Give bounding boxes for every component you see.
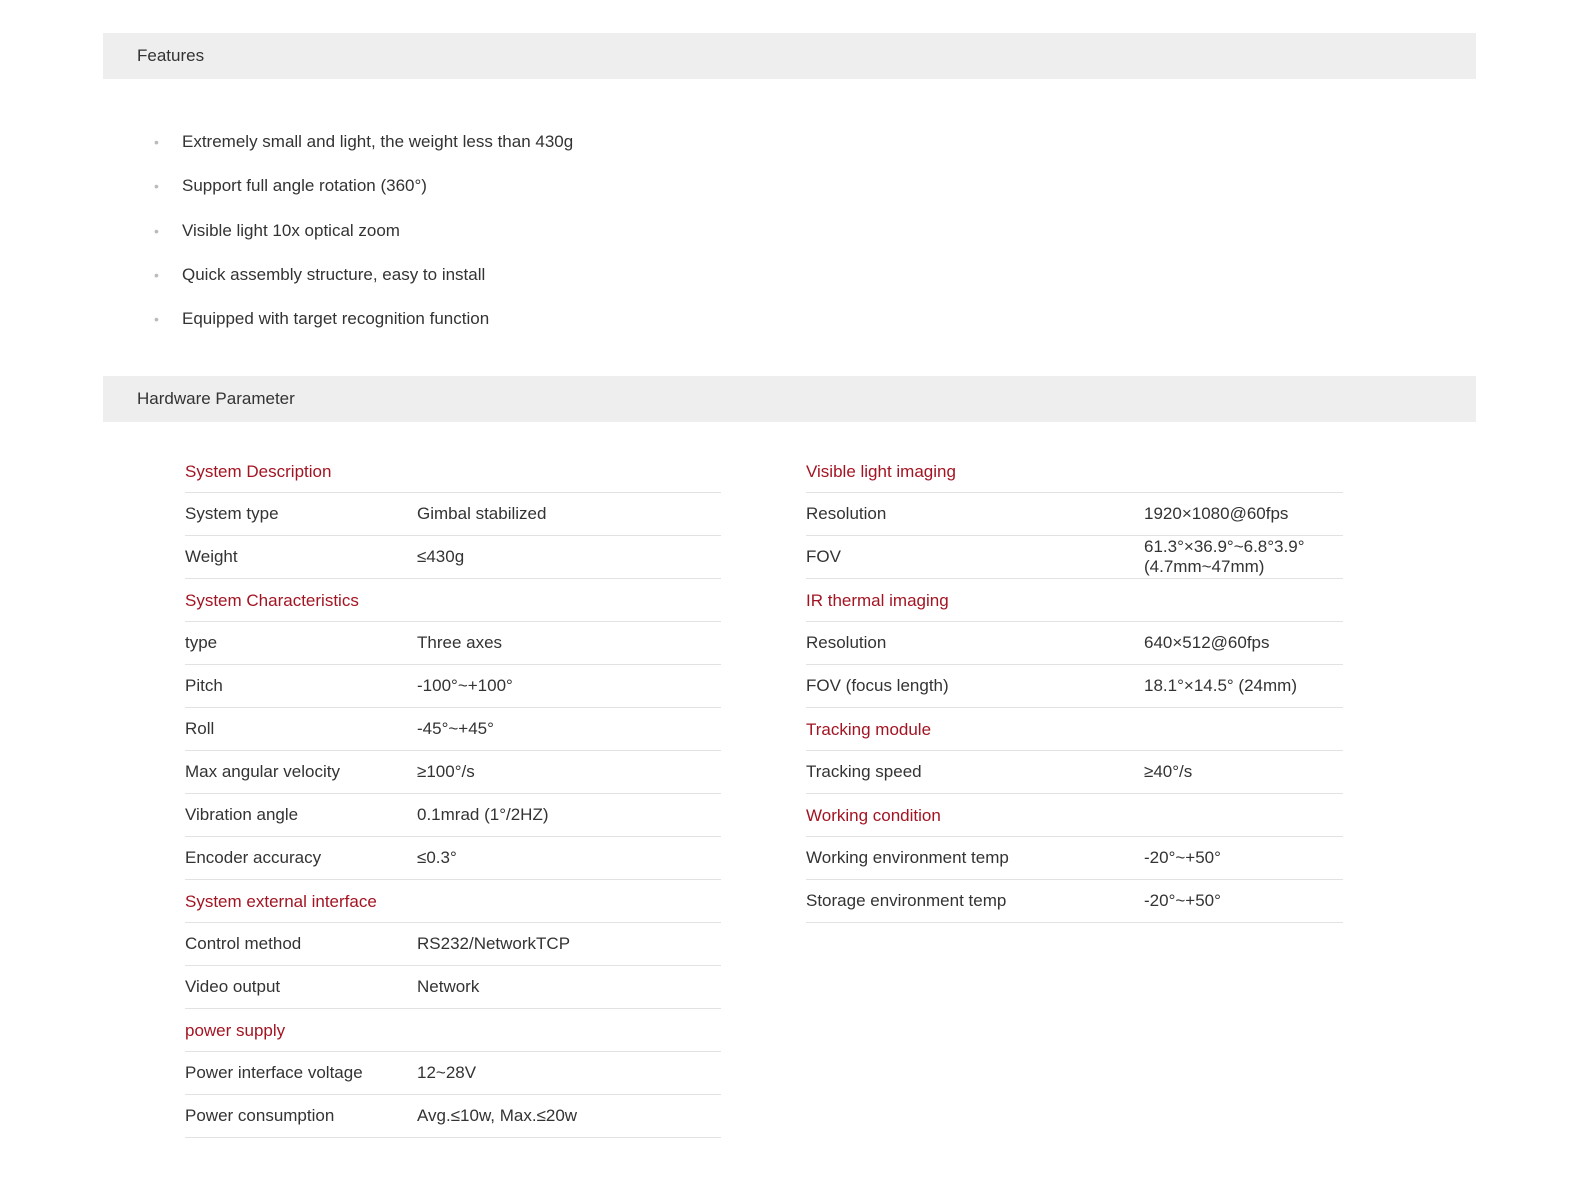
spec-row <box>806 837 1343 880</box>
features-header <box>103 33 1476 79</box>
spec-value: -45°~+45° <box>417 719 494 738</box>
spec-value: ≥40°/s <box>1144 762 1193 781</box>
spec-row <box>185 751 721 794</box>
group-title: System external interface <box>185 880 721 923</box>
spec-row <box>185 837 721 880</box>
spec-label: Resolution <box>806 504 887 523</box>
spec-label: FOV <box>806 547 841 566</box>
spec-row <box>185 966 721 1009</box>
spec-label: Roll <box>185 719 215 738</box>
hardware-title: Hardware Parameter <box>137 389 295 408</box>
bullet-icon: • <box>154 311 159 328</box>
spec-value: 1920×1080@60fps <box>1144 504 1289 523</box>
spec-value: Network <box>417 977 480 996</box>
spec-value: 18.1°×14.5° (24mm) <box>1144 676 1297 695</box>
spec-label: Video output <box>185 977 281 996</box>
bullet-icon: • <box>154 134 159 151</box>
spec-value: ≤0.3° <box>417 848 457 867</box>
spec-row <box>185 708 721 751</box>
spec-column-right <box>806 450 1343 923</box>
spec-label: Pitch <box>185 676 223 695</box>
feature-text: Visible light 10x optical zoom <box>182 220 400 240</box>
feature-item <box>154 164 573 208</box>
spec-label: Storage environment temp <box>806 891 1007 910</box>
spec-label: FOV (focus length) <box>806 676 949 695</box>
features-list <box>154 120 573 341</box>
features-title: Features <box>137 46 205 65</box>
group-title: System Description <box>185 450 721 493</box>
spec-value: ≤430g <box>417 547 465 566</box>
spec-row <box>185 493 721 536</box>
feature-text: Quick assembly structure, easy to install <box>182 265 486 285</box>
spec-value: -20°~+50° <box>1144 848 1221 867</box>
spec-label: type <box>185 633 218 652</box>
feature-item <box>154 297 573 341</box>
feature-text: Equipped with target recognition function <box>182 309 490 329</box>
group-title: Working condition <box>806 794 1343 837</box>
spec-row <box>185 536 721 579</box>
spec-value: 12~28V <box>417 1063 477 1082</box>
feature-text: Extremely small and light, the weight less than 430g <box>182 132 574 152</box>
spec-row <box>806 665 1343 708</box>
spec-label: Resolution <box>806 633 887 652</box>
bullet-icon: • <box>154 267 159 284</box>
spec-row <box>185 1095 721 1138</box>
group-title: IR thermal imaging <box>806 579 1343 622</box>
spec-row <box>806 622 1343 665</box>
group-title: System Characteristics <box>185 579 721 622</box>
group-title: power supply <box>185 1009 721 1052</box>
spec-value: 0.1mrad (1°/2HZ) <box>417 805 549 824</box>
spec-value: -100°~+100° <box>417 676 513 695</box>
spec-label: Encoder accuracy <box>185 848 322 867</box>
bullet-icon: • <box>154 178 159 195</box>
spec-label: System type <box>185 504 279 523</box>
spec-label: Working environment temp <box>806 848 1009 867</box>
spec-label: Weight <box>185 547 238 566</box>
spec-row <box>806 880 1343 923</box>
spec-row <box>806 751 1343 794</box>
spec-label: Power consumption <box>185 1106 335 1125</box>
spec-label: Control method <box>185 934 302 953</box>
spec-row <box>185 665 721 708</box>
group-title: Tracking module <box>806 708 1343 751</box>
spec-value: Avg.≤10w, Max.≤20w <box>417 1106 578 1125</box>
spec-row <box>185 1052 721 1095</box>
spec-row <box>185 622 721 665</box>
spec-value: ≥100°/s <box>417 762 475 781</box>
spec-value: Three axes <box>417 633 503 652</box>
spec-label: Max angular velocity <box>185 762 340 781</box>
group-title: Visible light imaging <box>806 450 1343 493</box>
spec-value: -20°~+50° <box>1144 891 1221 910</box>
spec-row <box>806 536 1343 579</box>
spec-row <box>806 493 1343 536</box>
spec-row <box>185 794 721 837</box>
feature-item <box>154 120 573 164</box>
spec-value: RS232/NetworkTCP <box>417 934 571 953</box>
spec-value: 640×512@60fps <box>1144 633 1270 652</box>
feature-item <box>154 253 573 297</box>
spec-label: Tracking speed <box>806 762 922 781</box>
spec-column-left <box>185 450 721 1138</box>
spec-value: 61.3°×36.9°~6.8°3.9° (4.7mm~47mm) <box>1144 537 1305 576</box>
feature-item <box>154 209 573 253</box>
hardware-header <box>103 376 1476 422</box>
bullet-icon: • <box>154 222 159 239</box>
spec-label: Power interface voltage <box>185 1063 363 1082</box>
spec-row <box>185 923 721 966</box>
spec-label: Vibration angle <box>185 805 299 824</box>
spec-value: Gimbal stabilized <box>417 504 547 523</box>
feature-text: Support full angle rotation (360°) <box>182 176 427 196</box>
